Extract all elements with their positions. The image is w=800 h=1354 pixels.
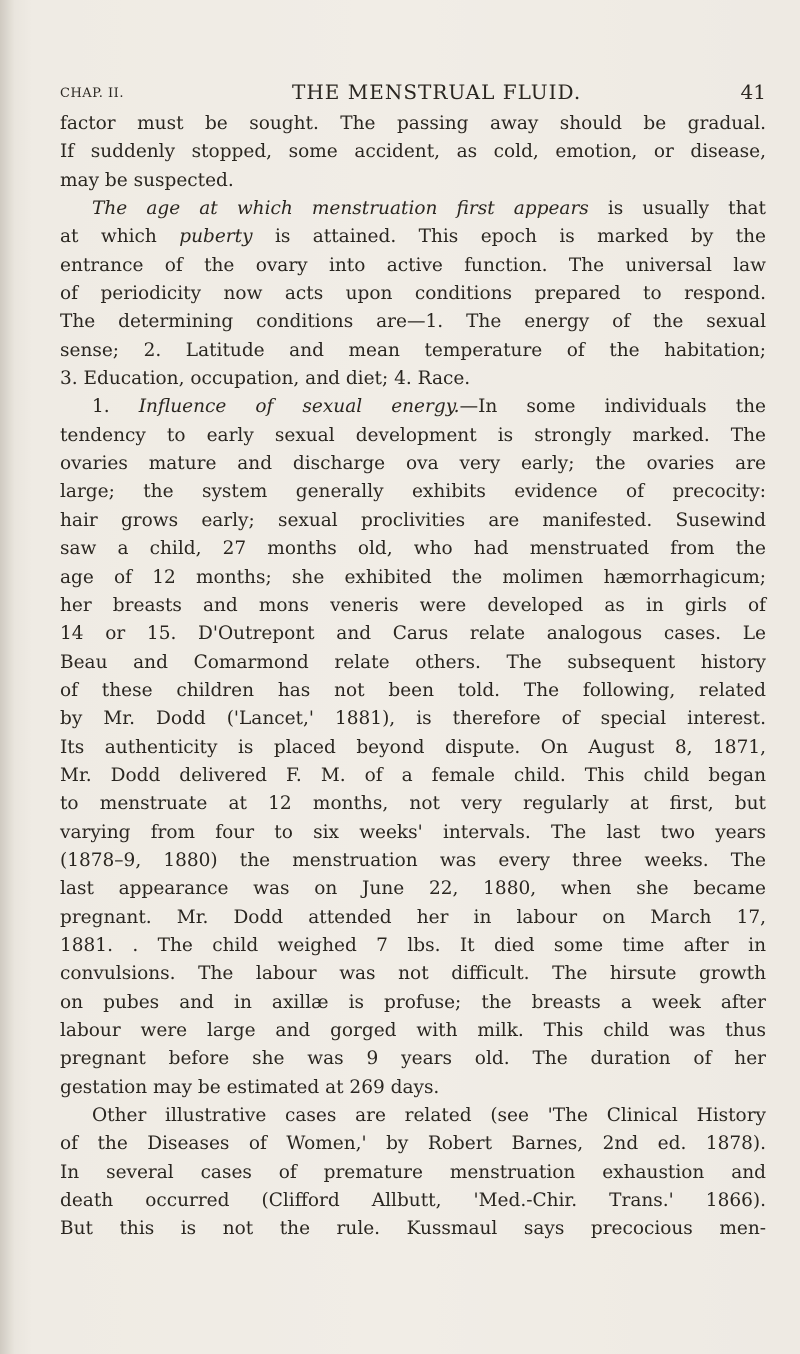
text-line: Its authenticity is placed beyond dispute. On August 8, 1871, [60, 736, 766, 758]
text-line: labour were large and gorged with milk. This child was thus [60, 1020, 766, 1041]
text-line: In several cases of premature menstruation exhaustion and [60, 1161, 766, 1183]
text-span: 1. [92, 396, 139, 418]
text-span: is attained. This epoch is marked by the [252, 226, 766, 248]
text-span: at which [60, 226, 180, 248]
text-line: 14 or 15. D'Outrepont and Carus relate analogous cases. Le [60, 623, 766, 645]
body-text [60, 110, 766, 1244]
text-line: If suddenly stopped, some accident, as cold, emotion, or disease, [60, 141, 766, 163]
text-line: on pubes and in axillæ is profuse; the breasts a week after [60, 991, 766, 1013]
text-line [60, 393, 766, 421]
text-line: tendency to early sexual development is strongly marked. The [60, 424, 766, 446]
text-line: large; the system generally exhibits evidence of precocity: [60, 481, 766, 503]
text-line: convulsions. The labour was not difficult. The hirsute growth [60, 963, 766, 985]
text-line: may be suspected. [60, 169, 234, 191]
text-line: pregnant before she was 9 years old. The duration of her [60, 1048, 766, 1070]
text-line [60, 223, 766, 251]
text-span: —In some individuals the [459, 396, 766, 418]
text-line: by Mr. Dodd ('Lancet,' 1881), is therefore of special interest. [60, 708, 766, 730]
text-line: Beau and Comarmond relate others. The subsequent history [60, 651, 766, 673]
text-line: Mr. Dodd delivered F. M. of a female child. This child began [60, 764, 766, 786]
text-line: ovaries mature and discharge ova very early; the ovaries are [60, 453, 766, 475]
text-line: Other illustrative cases are related (see 'The Clinical History [92, 1105, 766, 1127]
text-line: entrance of the ovary into active function. The universal law [60, 254, 766, 276]
text-line: of periodicity now acts upon conditions prepared to respond. [60, 283, 766, 305]
text-span: is usually that [588, 198, 766, 220]
text-line [60, 195, 766, 223]
text-line: death occurred (Clifford Allbutt, 'Med.-Chir. Trans.' 1866). [60, 1190, 766, 1212]
italic-phrase: puberty [179, 226, 253, 248]
text-line: saw a child, 27 months old, who had menstruated from the [60, 538, 766, 560]
text-line: last appearance was on June 22, 1880, when she became [60, 878, 766, 900]
text-line: 1881. . The child weighed 7 lbs. It died some time after in [60, 934, 766, 956]
chapter-label: CHAP. II. [60, 86, 124, 101]
text-line: varying from four to six weeks' intervals. The last two years [60, 821, 766, 843]
text-line: 3. Education, occupation, and diet; 4. Race. [60, 368, 471, 390]
text-line: gestation may be estimated at 269 days. [60, 1076, 440, 1098]
text-line: sense; 2. Latitude and mean temperature of the habitation; [60, 339, 766, 361]
italic-phrase: The age at which menstruation first appears [92, 198, 589, 220]
text-line: age of 12 months; she exhibited the molimen hæmorrhagicum; [60, 566, 766, 588]
text-line: The determining conditions are—1. The energy of the sexual [60, 311, 766, 333]
running-header [60, 78, 766, 108]
text-line: to menstruate at 12 months, not very regularly at first, but [60, 793, 766, 815]
text-line: of the Diseases of Women,' by Robert Barnes, 2nd ed. 1878). [60, 1133, 766, 1155]
text-line: pregnant. Mr. Dodd attended her in labour on March 17, [60, 906, 766, 928]
text-line: her breasts and mons veneris were developed as in girls of [60, 594, 766, 616]
running-title: THE MENSTRUAL FLUID. [292, 80, 582, 104]
text-line: of these children has not been told. The following, related [60, 679, 766, 701]
italic-phrase: Influence of sexual energy. [138, 396, 460, 418]
text-line: factor must be sought. The passing away should be gradual. [60, 113, 766, 134]
page-binding-shadow [0, 0, 14, 1354]
page-number: 41 [740, 80, 766, 104]
text-line: (1878–9, 1880) the menstruation was every three weeks. The [60, 849, 766, 871]
text-line: But this is not the rule. Kussmaul says precocious men- [60, 1218, 766, 1240]
text-line: hair grows early; sexual proclivities are manifested. Susewind [60, 509, 766, 531]
